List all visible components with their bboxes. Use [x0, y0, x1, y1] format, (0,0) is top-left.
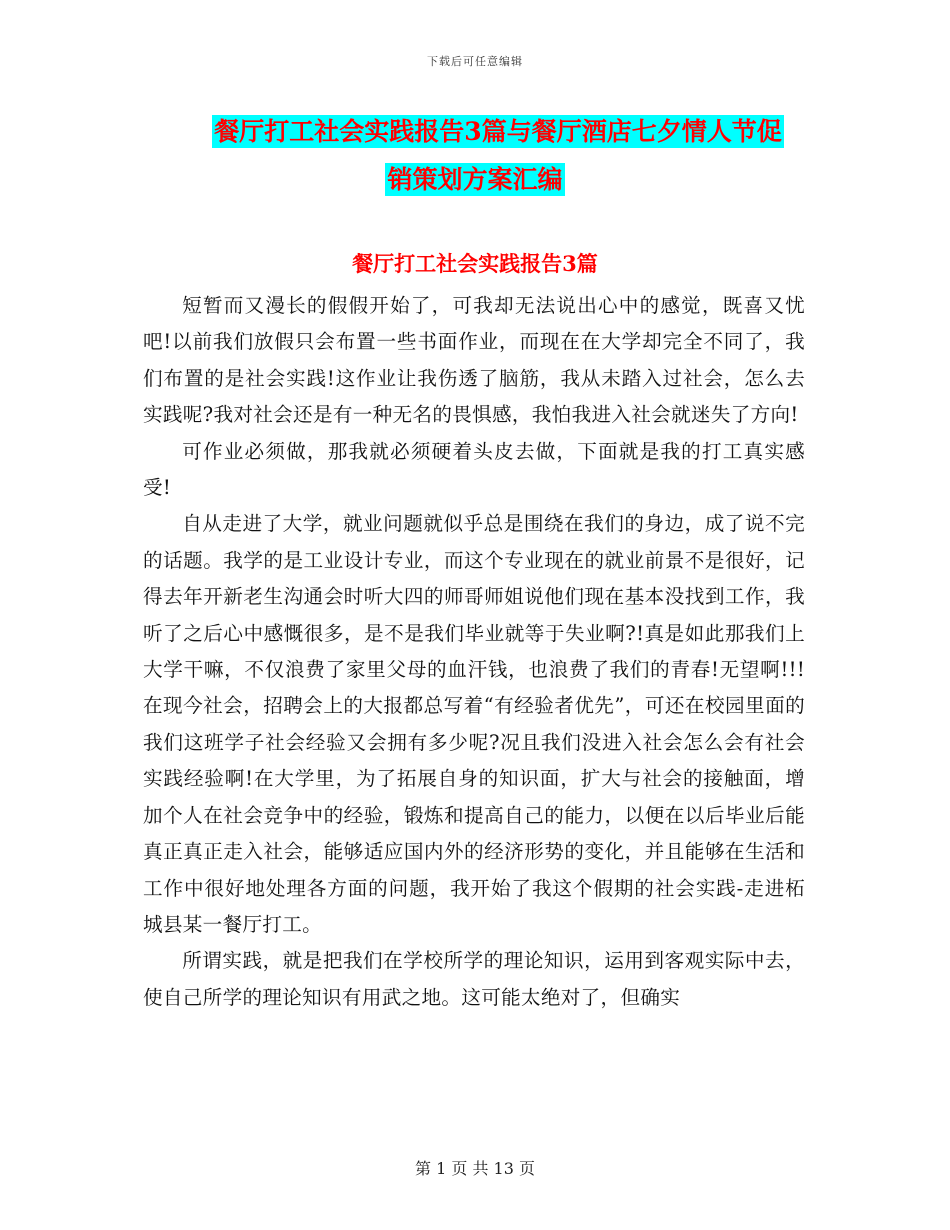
paragraph-4: 所谓实践，就是把我们在学校所学的理论知识，运用到客观实际中去，使自己所学的理论知识有用武之地。这可能太绝对了，但确实 — [143, 949, 805, 1009]
title-highlight-2: 销策划方案汇编 — [387, 165, 563, 194]
document-title-line-2 — [0, 156, 950, 204]
page-number: 第 1 页 共 13 页 — [415, 1159, 535, 1178]
paragraph-3: 自从走进了大学，就业问题就似乎总是围绕在我们的身边，成了说不完的话题。我学的是工业设计专业，而这个专业现在的就业前景不是很好，记得去年开新老生沟通会时听大四的师哥师姐说他们现在基本没找到工作，我听了之后心中感慨很多，是不是我们毕业就等于失业啊?!真是如此那我们上大学干嘛，不仅浪费了家里父母的血汗钱，也浪费了我们的青春!无望啊!!!在现今社会，招聘会上的大报都总写着“有经验者优先”，可还在校园里面的我们这班学子社会经验又会拥有多少呢?况且我们没进入社会怎么会有社会实践经验啊!在大学里，为了拓展自身的知识面，扩大与社会的接触面，增加个人在社会竞争中的经验，锻炼和提高自己的能力，以便在以后毕业后能真正真正走入社会，能够适应国内外的经济形势的变化，并且能够在生活和工作中很好地处理各方面的问题，我开始了我这个假期的社会实践-走进柘城县某一餐厅打工。 — [143, 512, 805, 936]
body-text — [143, 288, 805, 1016]
paragraph-2: 可作业必须做，那我就必须硬着头皮去做，下面就是我的打工真实感受! — [143, 439, 805, 500]
section-title: 餐厅打工社会实践报告3篇 — [352, 251, 598, 276]
document-title-line-1 — [0, 108, 950, 156]
header-note: 下载后可任意编辑 — [427, 55, 523, 68]
title-highlight-1: 餐厅打工社会实践报告3篇与餐厅酒店七夕情人节促 — [214, 117, 782, 146]
paragraph-1: 短暂而又漫长的假假开始了，可我却无法说出心中的感觉，既喜又忧吧!以前我们放假只会布置一些书面作业，而现在在大学却完全不同了，我们布置的是社会实践!这作业让我伤透了脑筋，我从未踏入过社会，怎么去实践呢?我对社会还是有一种无名的畏惧感，我怕我进入社会就迷失了方向! — [143, 294, 805, 427]
document-title — [0, 108, 950, 204]
